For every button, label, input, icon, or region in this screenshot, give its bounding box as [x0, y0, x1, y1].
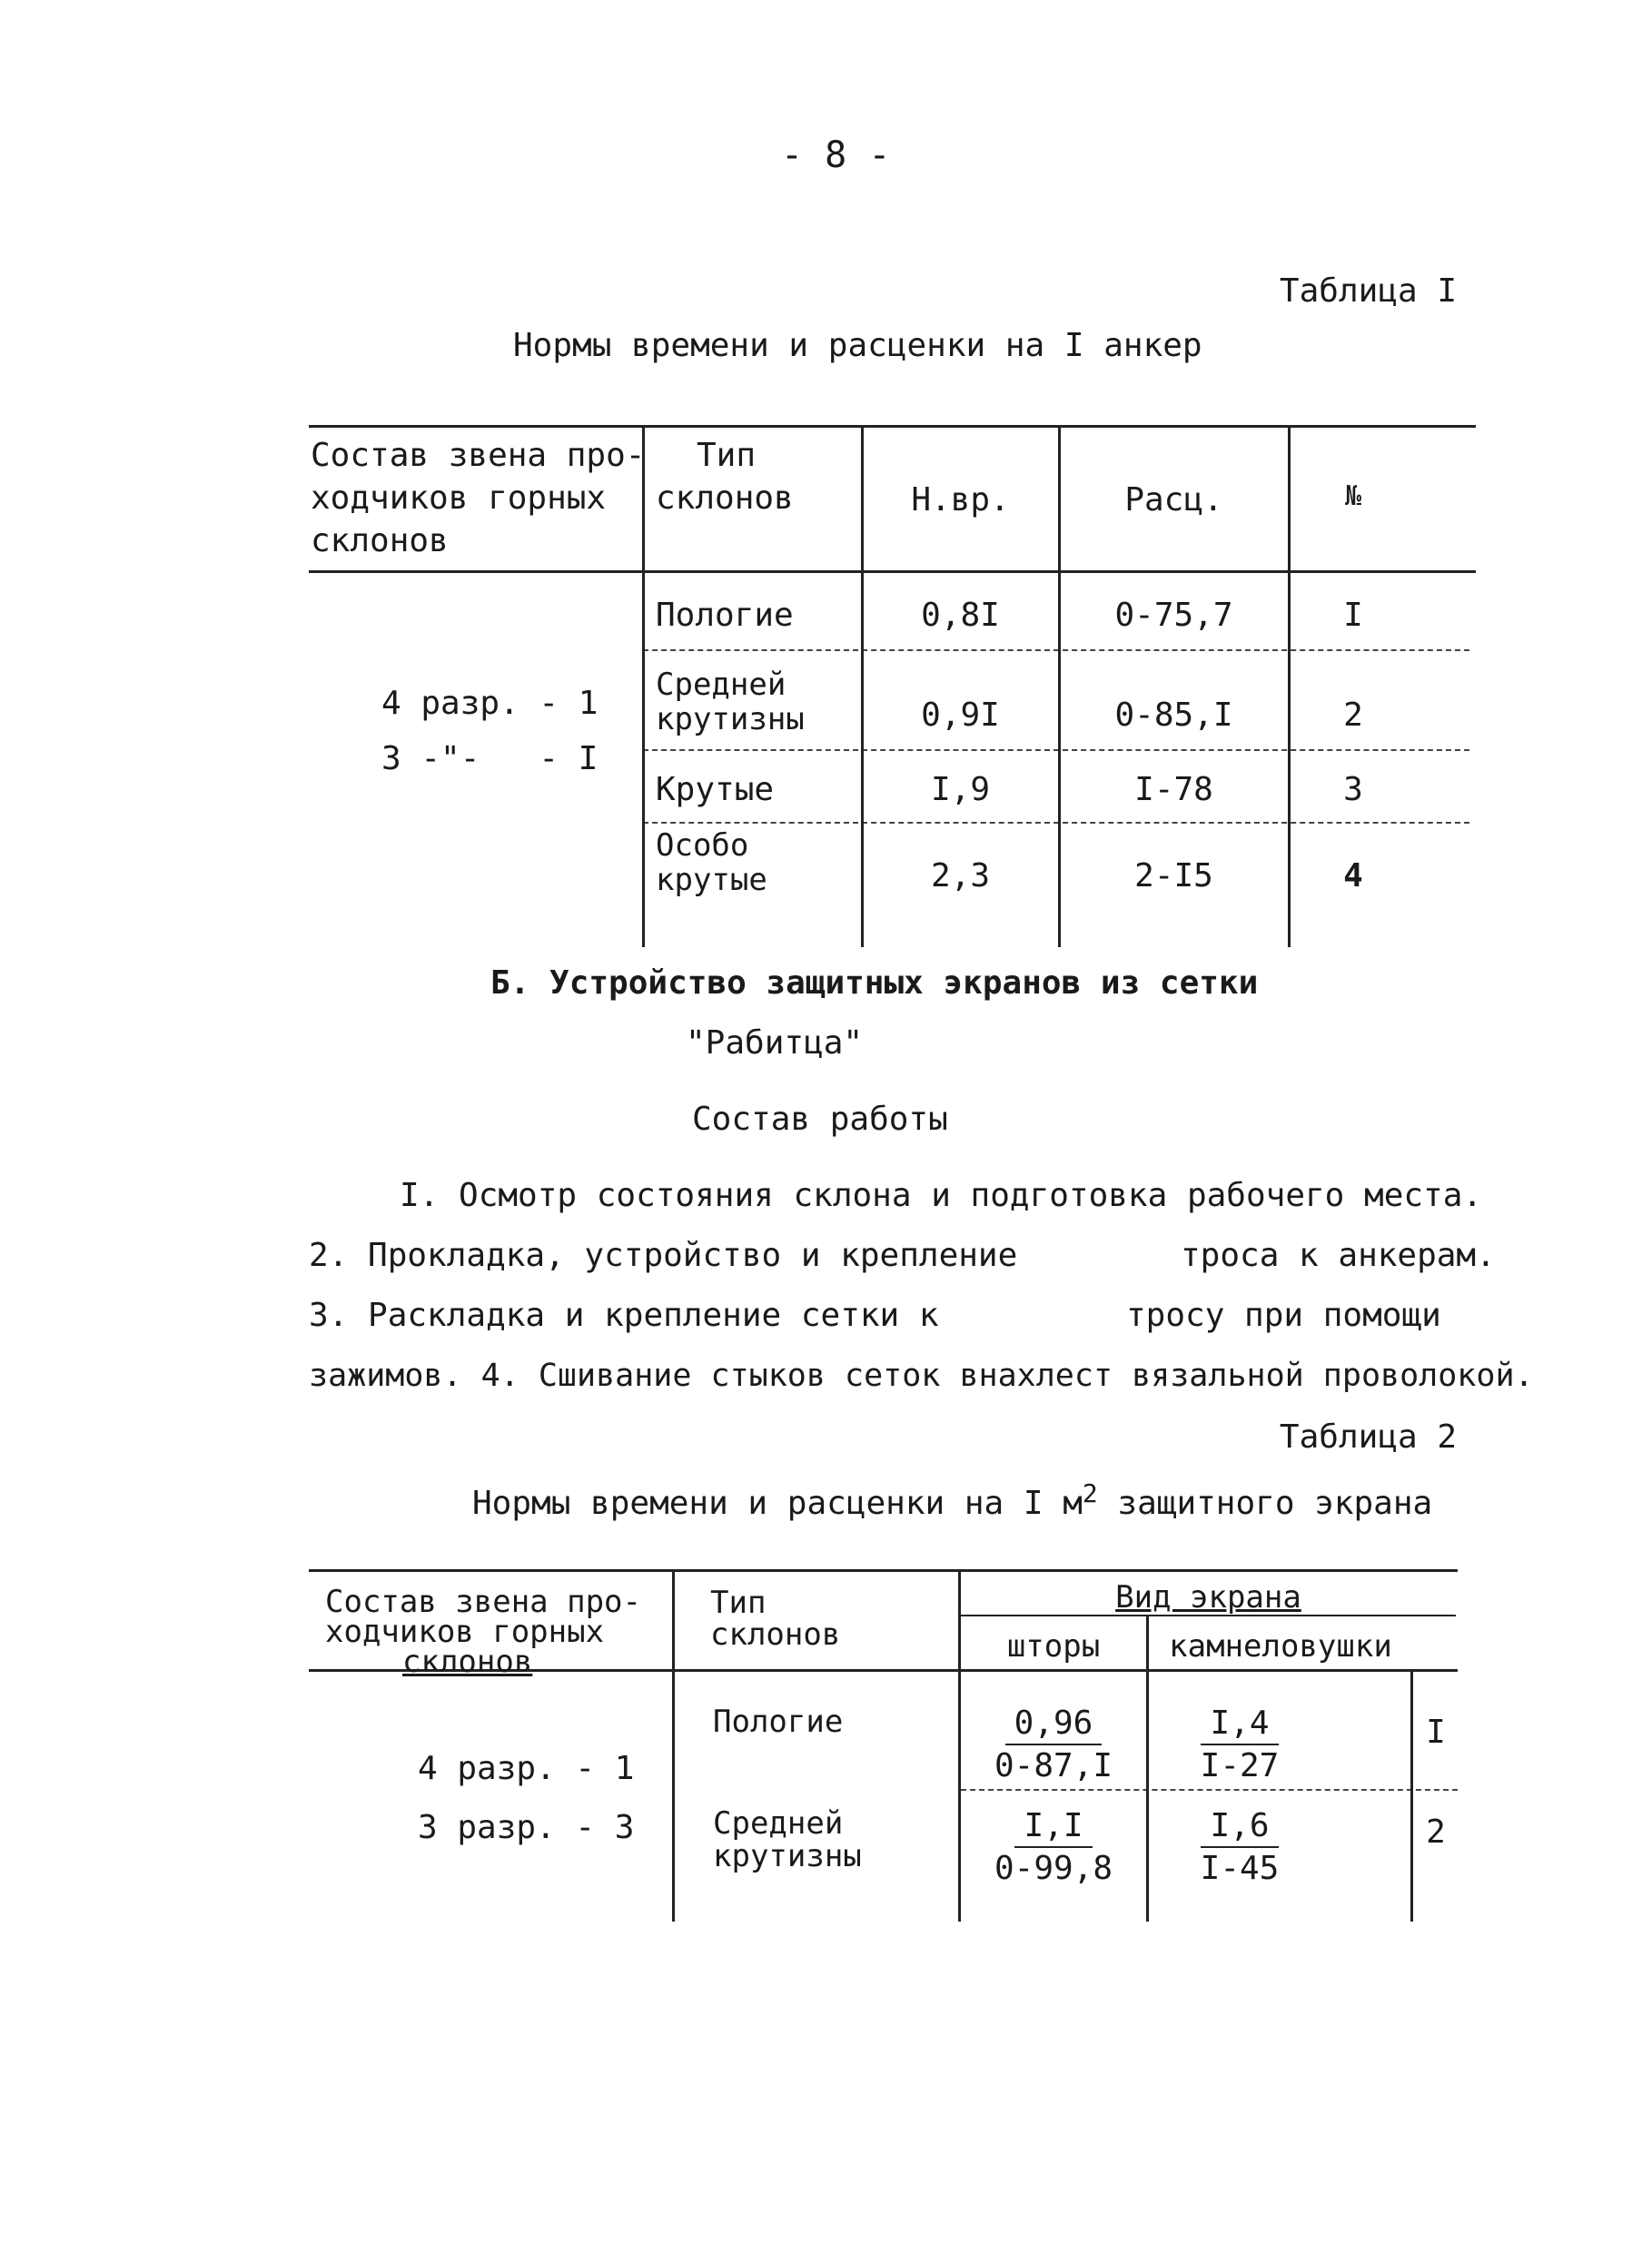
table1-cell-slope: Крутые	[656, 771, 775, 808]
table2-header-curtains: шторы	[1006, 1628, 1101, 1665]
table1-cell-num: I	[1343, 597, 1363, 634]
table2-row-rule	[961, 1789, 1458, 1791]
table2-header-screen-type: Вид экрана	[1115, 1579, 1301, 1616]
table2-cell-fraction: I,6 I-45	[1200, 1807, 1280, 1887]
work-step-line: троса к анкерам.	[1181, 1237, 1496, 1274]
table1-cell-num: 3	[1343, 771, 1363, 808]
work-step-line: 3. Раскладка и крепление сетки к	[309, 1297, 939, 1334]
table1-row-rule	[643, 822, 1469, 824]
table2-header-traps: камнеловушки	[1169, 1628, 1392, 1665]
table1-crew-line: 3 -"- - I	[381, 740, 598, 777]
table1-cell-rate: 0-75,7	[1114, 597, 1233, 634]
table1-header-crew: Состав звена про- ходчиков горных склонов	[311, 437, 646, 559]
table1-cell-norm: 2,3	[930, 857, 991, 894]
section-b-title-line2: "Рабитца"	[686, 1024, 864, 1062]
table2-cell-fraction: I,I 0-99,8	[994, 1807, 1113, 1887]
table1-header-norm: Н.вр.	[911, 481, 1010, 519]
table2-cell-num: I	[1426, 1714, 1446, 1751]
table1-label: Таблица I	[1279, 272, 1457, 310]
work-step-line: 2. Прокладка, устройство и крепление	[309, 1237, 1018, 1274]
table2-col-rule	[1410, 1669, 1413, 1922]
table2-cell-fraction: 0,96 0-87,I	[994, 1705, 1113, 1784]
work-step-line: I. Осмотр состояния склона и подготовка рабочего места.	[400, 1177, 1483, 1214]
section-b-title: Б. Устройство защитных экранов из сетки	[490, 964, 1259, 1002]
table1-cell-rate: I-78	[1134, 771, 1213, 808]
table2-cell-slope: Средней крутизны	[713, 1805, 862, 1874]
table1-cell-slope: Средней крутизны	[656, 667, 805, 737]
table1-cell-norm: I,9	[930, 771, 991, 808]
table1-header-num: №	[1344, 480, 1362, 512]
table1-header-rate: Расц.	[1124, 481, 1223, 519]
page-number: - 8 -	[781, 134, 891, 176]
table2-title: Нормы времени и расценки на I $м^2$ защитного экрана	[472, 1478, 1433, 1522]
table2-col-rule	[672, 1569, 675, 1922]
table1-crew-line: 4 разр. - 1	[381, 685, 598, 722]
table1-cell-norm: 0,9I	[921, 697, 1000, 734]
table1-row-rule	[643, 749, 1469, 751]
table1-cell-slope: Пологие	[656, 597, 794, 634]
table2-header-slope-type: Тип склонов	[710, 1585, 841, 1653]
table2-crew-line: 3 разр. - 3	[418, 1809, 635, 1846]
table1-cell-norm: 0,8I	[921, 597, 1000, 634]
work-step-line: тросу при помощи	[1126, 1297, 1441, 1334]
table1-cell-rate: 0-85,I	[1114, 697, 1233, 734]
table1-top-rule	[309, 425, 1476, 428]
table1-cell-num: 4	[1343, 857, 1363, 894]
table1-cell-num: 2	[1343, 697, 1363, 734]
table1-header-slope-type: Тип склонов	[656, 437, 794, 517]
table2-cell-slope: Пологие	[713, 1704, 844, 1740]
work-composition-title: Состав работы	[692, 1101, 948, 1138]
table1-row-rule	[643, 649, 1469, 651]
work-step-line: зажимов. 4. Сшивание стыков сеток внахлест вязальной проволокой.	[309, 1358, 1534, 1394]
table2-cell-fraction: I,4 I-27	[1200, 1705, 1280, 1784]
table2-header-crew: Состав звена про- ходчиков горных склонов	[325, 1584, 641, 1680]
table1-cell-slope: Особо крутые	[656, 827, 767, 898]
table1-cell-rate: 2-I5	[1134, 857, 1213, 894]
table2-cell-num: 2	[1426, 1813, 1446, 1851]
table1-header-rule	[309, 570, 1476, 573]
table2-top-rule	[309, 1569, 1458, 1572]
table2-crew-line: 4 разр. - 1	[418, 1750, 635, 1787]
table2-label: Таблица 2	[1279, 1418, 1457, 1456]
table1-title: Нормы времени и расценки на I анкер	[513, 327, 1202, 364]
